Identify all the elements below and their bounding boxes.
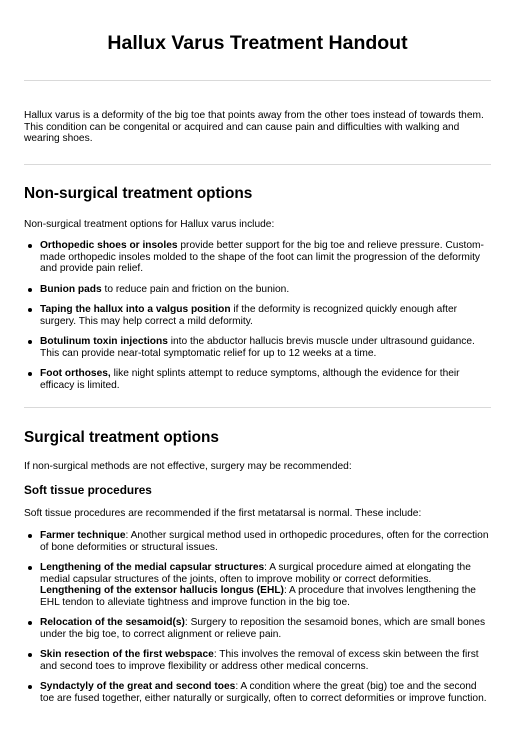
item-term: Orthopedic shoes or insoles bbox=[40, 240, 178, 251]
item-text: : Surgery to reposition the sesamoid bones, which are small bones under the big toe, to correct alignment or relieve pain. bbox=[40, 617, 486, 640]
item-text: provide better support for the big toe and relieve pressure. Custom-made orthopedic insoles molded to the shape of the foot can limit the progression of the deformity and provide pain relief. bbox=[40, 240, 484, 274]
item-text: : A procedure that involves lengthening the EHL tendon to alleviate tightness and improve function in the big toe. bbox=[40, 585, 476, 608]
divider bbox=[24, 407, 491, 408]
soft-tissue-lead: Soft tissue procedures are recommended if the first metatarsal is normal. These include: bbox=[24, 508, 422, 519]
divider bbox=[24, 80, 491, 81]
soft-tissue-heading: Soft tissue procedures bbox=[24, 483, 152, 497]
item-text: : A condition where the great (big) toe and the second toe are fused together, either naturally or surgically, often to correct deformities or improve function. bbox=[40, 681, 487, 704]
intro-paragraph: Hallux varus is a deformity of the big toe that points away from the other toes instead of towards them. This condition can be congenital or acquired and can cause pain and difficulties with walking and wearing shoes. bbox=[24, 110, 484, 144]
item-term: Lengthening of the extensor hallucis longus (EHL) bbox=[40, 585, 284, 596]
nonsurgical-list bbox=[24, 240, 492, 391]
item-text: like night splints attempt to reduce symptoms, although the evidence for their efficacy is limited. bbox=[40, 368, 460, 391]
list-item bbox=[24, 681, 492, 704]
item-term: Botulinum toxin injections bbox=[40, 336, 168, 347]
item-text: into the abductor hallucis brevis muscle under ultrasound guidance. This can provide near-total symptomatic relief for up to 12 weeks at a time. bbox=[40, 336, 475, 359]
item-term: Taping the hallux into a valgus position bbox=[40, 304, 231, 315]
page-title: Hallux Varus Treatment Handout bbox=[107, 32, 408, 54]
item-text: if the deformity is recognized quickly enough after surgery. This may help correct a mild deformity. bbox=[40, 304, 458, 327]
list-item bbox=[24, 336, 492, 359]
list-item bbox=[24, 284, 492, 296]
soft-tissue-list bbox=[24, 530, 492, 704]
item-text: to reduce pain and friction on the bunion. bbox=[101, 283, 290, 295]
item-text: : Another surgical method used in orthopedic procedures, often for the correction of bone deformities or structural issues. bbox=[40, 530, 489, 553]
item-term: Farmer technique bbox=[40, 530, 126, 541]
list-item bbox=[24, 530, 492, 553]
item-term: Relocation of the sesamoid(s) bbox=[40, 617, 185, 628]
surgical-lead: If non-surgical methods are not effective, surgery may be recommended: bbox=[24, 461, 352, 472]
list-item bbox=[24, 649, 492, 672]
item-text: : This involves the removal of excess skin between the first and second toes to improve flexibility or address other medical concerns. bbox=[40, 649, 479, 672]
divider bbox=[24, 164, 491, 165]
item-term: Skin resection of the first webspace bbox=[40, 649, 214, 660]
item-term: Bunion pads bbox=[40, 283, 102, 295]
item-term: Foot orthoses, bbox=[40, 368, 111, 379]
list-item bbox=[24, 562, 492, 608]
item-term: Lengthening of the medial capsular structures bbox=[40, 562, 265, 573]
list-item bbox=[24, 304, 492, 327]
item-text: : A surgical procedure aimed at elongating the medial capsular structures of the joints, often to improve mobility or correct deformities. bbox=[40, 562, 471, 585]
surgical-heading: Surgical treatment options bbox=[24, 429, 219, 446]
list-item bbox=[24, 617, 492, 640]
nonsurgical-lead: Non-surgical treatment options for Hallux varus include: bbox=[24, 219, 275, 230]
list-item bbox=[24, 240, 492, 275]
list-item bbox=[24, 368, 492, 391]
item-term: Syndactyly of the great and second toes bbox=[40, 681, 236, 692]
nonsurgical-heading: Non-surgical treatment options bbox=[24, 185, 253, 202]
